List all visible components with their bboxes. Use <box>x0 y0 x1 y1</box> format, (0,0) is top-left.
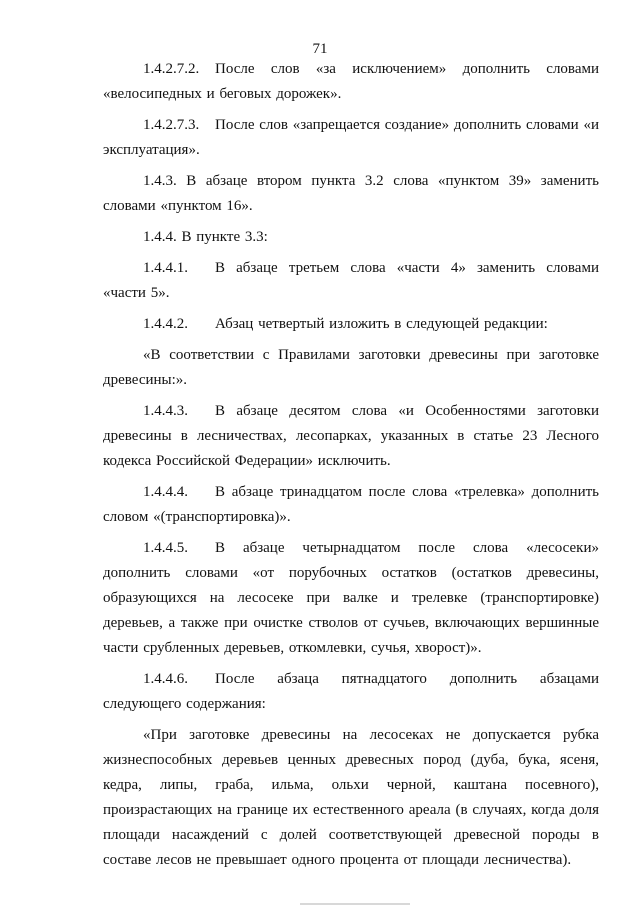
paragraph-quote-2 <box>103 723 599 873</box>
clause-number: 1.4.4.1. <box>143 260 188 276</box>
clause-number: 1.4.4.6. <box>143 671 188 687</box>
paragraph-1-4-4-1 <box>103 256 599 306</box>
paragraph-1-4-4-6 <box>103 667 599 717</box>
paragraph-1-4-2-7-3 <box>103 113 599 163</box>
clause-number: 1.4.2.7.3. <box>143 117 200 133</box>
paragraph-text: 1.4.3. В абзаце втором пункта 3.2 слова «пунктом 39» заменить словами «пунктом 16». <box>103 173 599 214</box>
paragraph-text: После слов «запрещается создание» дополнить словами «и эксплуатация». <box>103 117 599 158</box>
paragraph-1-4-4-5 <box>103 536 599 661</box>
paragraph-text: В абзаце тринадцатом после слова «трелевка» дополнить словом «(транспортировка)». <box>103 484 599 525</box>
paragraph-1-4-4-3 <box>103 399 599 474</box>
paragraph-1-4-3 <box>103 169 599 219</box>
paragraph-text: Абзац четвертый изложить в следующей редакции: <box>215 316 548 332</box>
clause-number: 1.4.4.3. <box>143 403 188 419</box>
document-body <box>103 57 599 879</box>
clause-number: 1.4.4.5. <box>143 540 188 556</box>
clause-number: 1.4.2.7.2. <box>143 61 200 77</box>
paragraph-1-4-4-4 <box>103 480 599 530</box>
paragraph-1-4-2-7-2 <box>103 57 599 107</box>
page-number: 71 <box>312 41 328 57</box>
clause-number: 1.4.4.2. <box>143 316 188 332</box>
paragraph-text: 1.4.4. В пункте 3.3: <box>143 229 268 245</box>
paragraph-text: «При заготовке древесины на лесосеках не допускается рубка жизнеспособных деревьев ценных древесных пород (дуба, бука, ясеня, кедра, липы, граба, ильма, ольхи черной, каштана посевного), произрастающих на границе их естественного ареала (в случаях, когда доля площади насаждений с долей соответствующей древесной породы в составе лесов не превышает одного процента от площади лесничества). <box>103 727 599 868</box>
paragraph-text: После слов «за исключением» дополнить словами «велосипедных и беговых дорожек». <box>103 61 599 102</box>
paragraph-1-4-4 <box>103 225 599 250</box>
paragraph-1-4-4-2 <box>103 312 599 337</box>
paragraph-text: В абзаце третьем слова «части 4» заменить словами «части 5». <box>103 260 599 301</box>
paragraph-text: После абзаца пятнадцатого дополнить абзацами следующего содержания: <box>103 671 599 712</box>
paragraph-text: В абзаце четырнадцатом после слова «лесосеки» дополнить словами «от порубочных остатков (остатков древесины, образующихся на лесосеке при валке и трелевке (транспортировке) деревьев, а также при очистке стволов от сучьев, включающих вершинные части срубленных деревьев, откомлевки, сучья, хворост)». <box>103 540 599 656</box>
paragraph-text: «В соответствии с Правилами заготовки древесины при заготовке древесины:». <box>103 347 599 388</box>
clause-number: 1.4.4.4. <box>143 484 188 500</box>
paragraph-text: В абзаце десятом слова «и Особенностями заготовки древесины в лесничествах, лесопарках, указанных в статье 23 Лесного кодекса Российской Федерации» исключить. <box>103 403 599 469</box>
paragraph-quote-1 <box>103 343 599 393</box>
